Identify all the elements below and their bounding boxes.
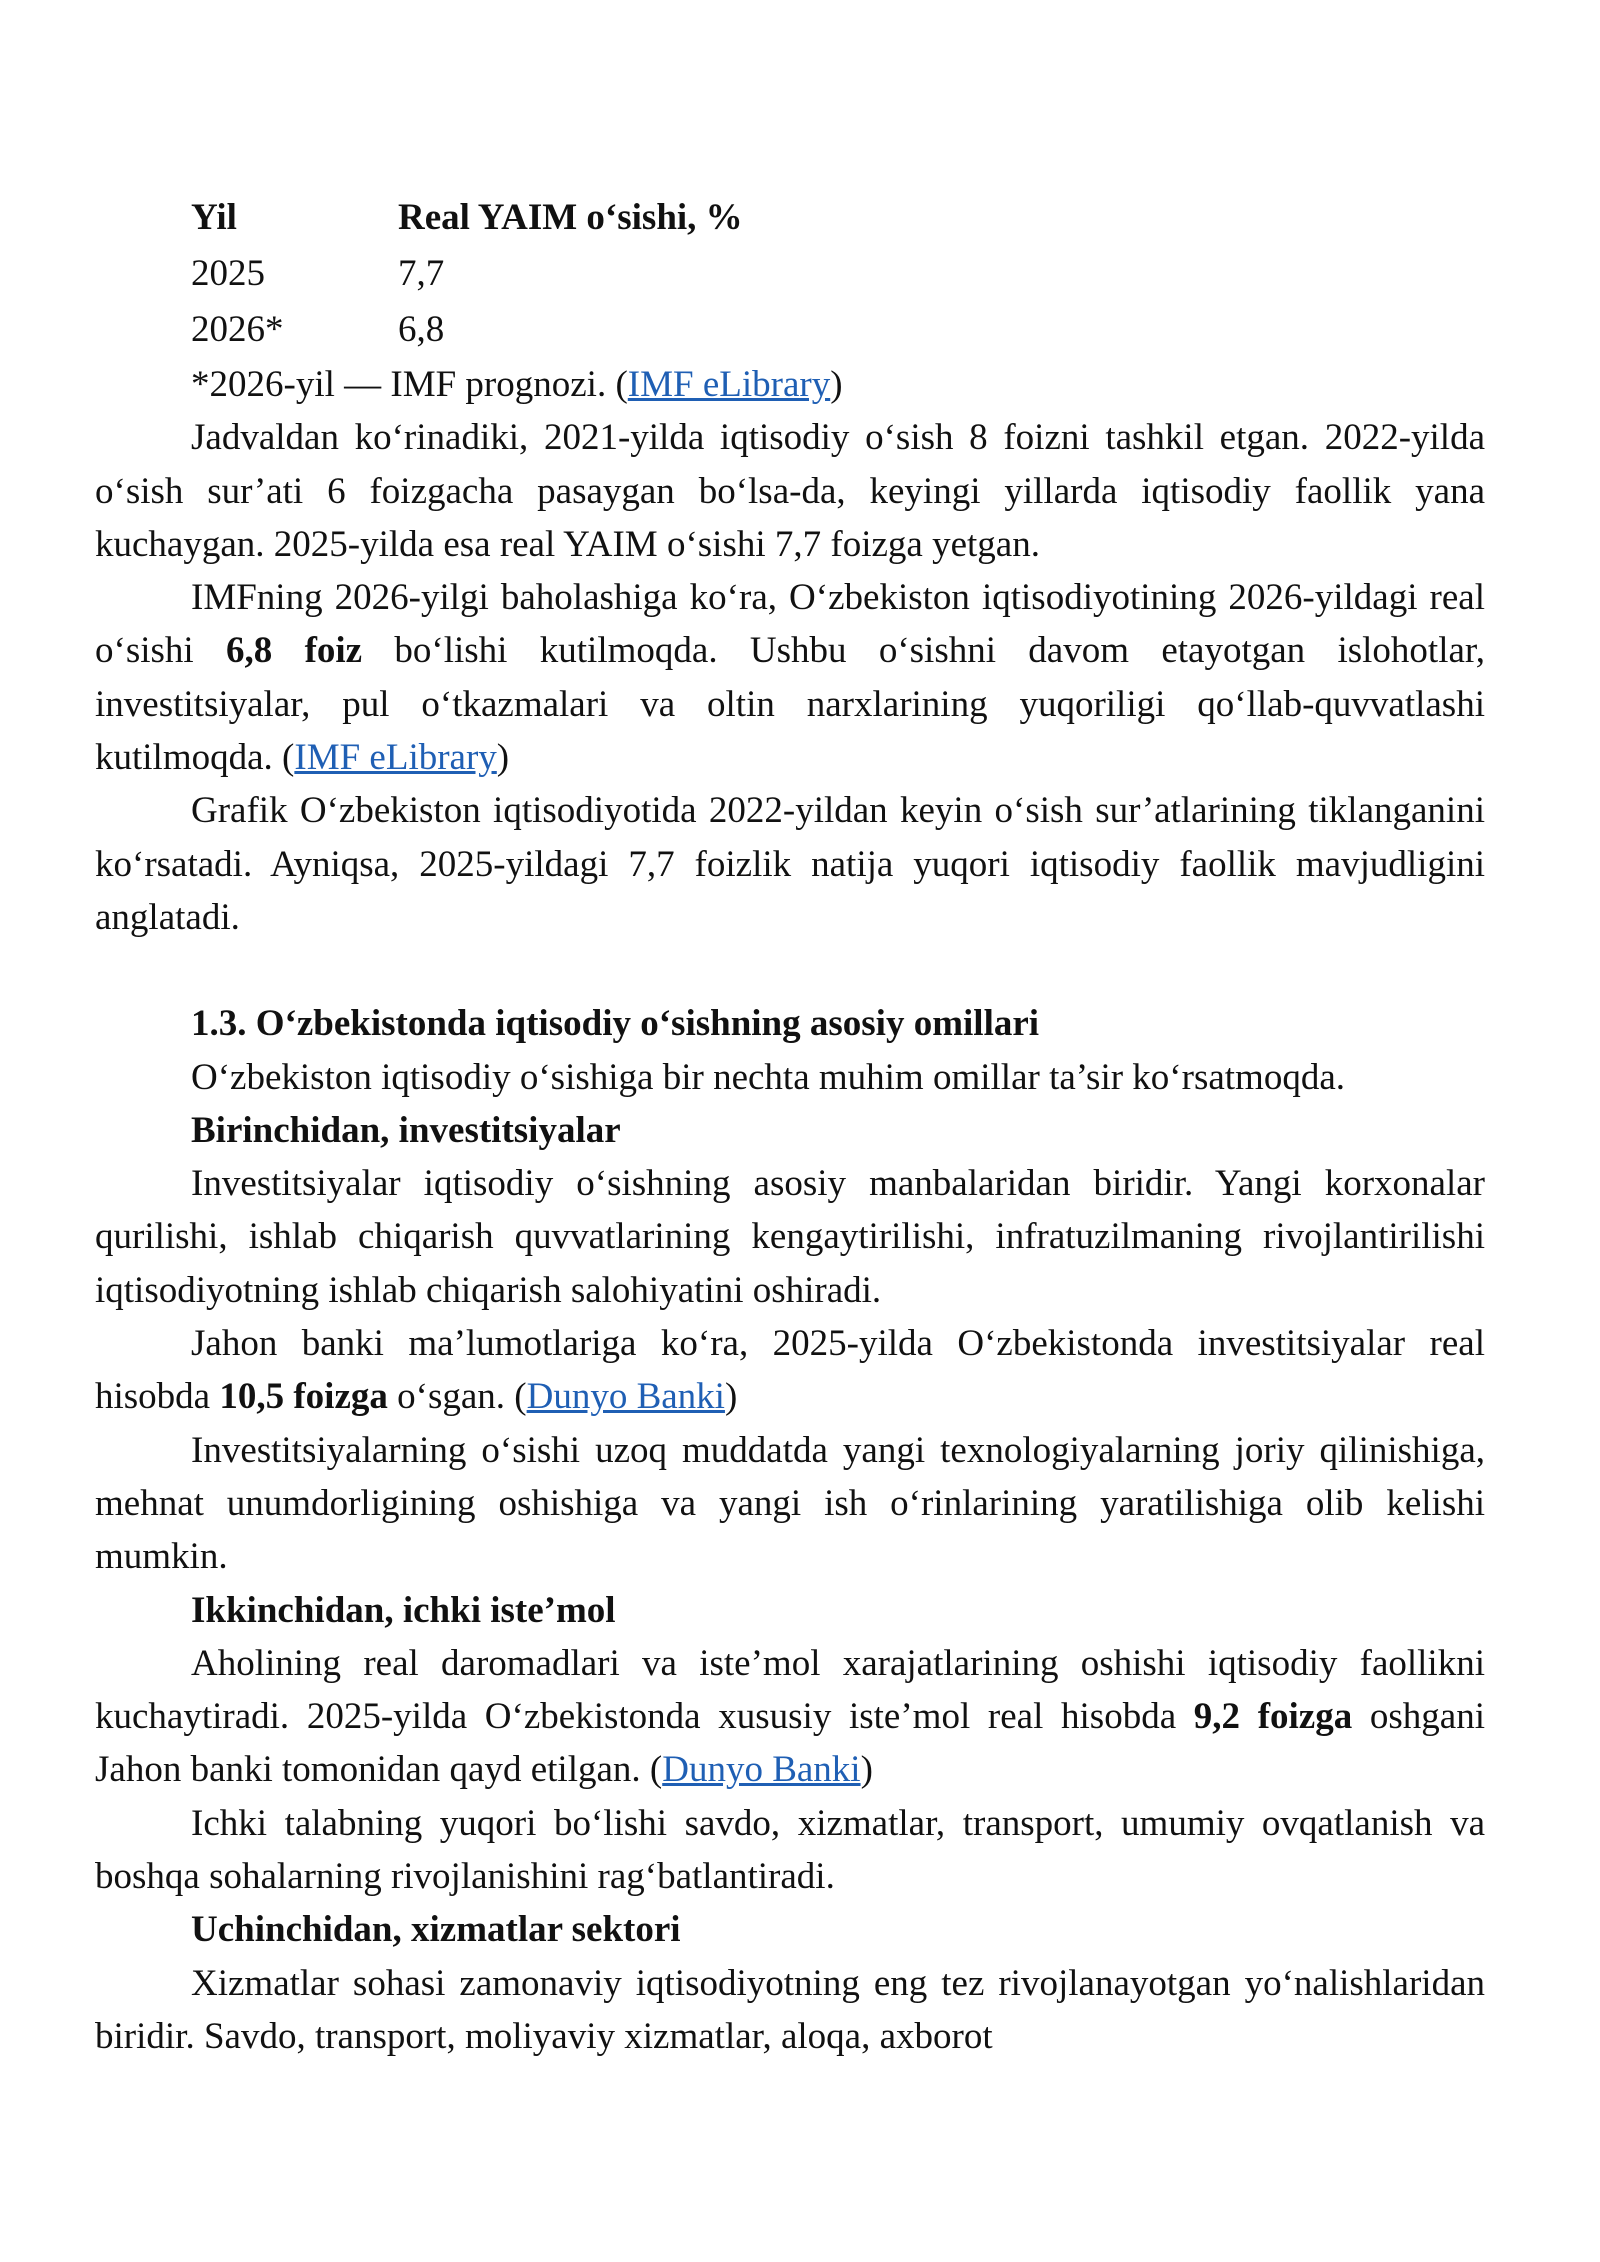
table-row xyxy=(95,302,1485,358)
paragraph-text: bo‘lishi kutilmoqda. Ushbu o‘sishni davom etayotgan islohotlar, investitsiyalar, pul o‘tkazmalari va oltin narxlarining yuqoriligi qo‘llab-quvvatlashi kutilmoqda. ( xyxy=(95,630,1485,779)
paragraph-imf-forecast xyxy=(95,571,1485,784)
paragraph-investment-effects: Investitsiyalarning o‘sishi uzoq muddatda yangi texnologiyalarning joriy qilinishiga, mehnat unumdorligining oshishiga va yangi ish o‘rinlarining yaratilishiga olib kelishi mumkin. xyxy=(95,1429,1485,1578)
paragraph-text: IMFning 2026-yilgi baholashiga ko‘ra, O‘zbekiston iqtisodiyotining 2026-yildagi real o‘sishi xyxy=(95,577,1485,672)
paragraph-text: ) xyxy=(860,1749,873,1791)
dunyo-banki-link[interactable]: Dunyo Banki xyxy=(526,1376,725,1418)
footnote-text: *2026-yil — IMF prognozi. ( xyxy=(191,364,628,405)
paragraph-table-summary: Jadvaldan ko‘rinadiki, 2021-yilda iqtisodiy o‘sish 8 foizni tashkil etgan. 2022-yilda o‘sish sur’ati 6 foizgacha pasaygan bo‘lsa-da, keyingi yillarda iqtisodiy faollik yana kuchaygan. 2025-yilda esa real YAIM o‘sishi 7,7 foizga yetgan. xyxy=(95,417,1485,565)
paragraph-text: Jahon banki ma’lumotlariga ko‘ra, 2025-yilda O‘zbekistonda investitsiyalar real hisobda xyxy=(95,1323,1485,1418)
investment-growth-value: 10,5 foizga xyxy=(219,1376,388,1418)
paragraph-investments: Investitsiyalar iqtisodiy o‘sishning asosiy manbalaridan biridir. Yangi korxonalar qurilishi, ishlab chiqarish quvvatlarining kengaytirilishi, infratuzilmaning rivojlantirilishi iqtisodiyotning ishlab chiqarish salohiyatini oshiradi. xyxy=(95,1163,1485,1311)
paragraph-graph-summary: Grafik O‘zbekiston iqtisodiyotida 2022-yildan keyin o‘sish sur’atlarining tiklanganini ko‘rsatadi. Ayniqsa, 2025-yildagi 7,7 foizlik natija yuqori iqtisodiy faollik mavjudligini anglatadi. xyxy=(95,790,1485,938)
imf-elibrary-link[interactable]: IMF eLibrary xyxy=(294,737,497,779)
dunyo-banki-link[interactable]: Dunyo Banki xyxy=(662,1749,861,1791)
paragraph-text: oshgani Jahon banki tomonidan qayd etilgan. ( xyxy=(95,1696,1485,1791)
table-cell-value: 7,7 xyxy=(398,253,445,294)
subsection-heading-investments: Birinchidan, investitsiyalar xyxy=(191,1109,621,1151)
table-cell-year: 2026* xyxy=(191,309,284,350)
consumption-growth-value: 9,2 foizga xyxy=(1193,1696,1353,1738)
section-intro: O‘zbekiston iqtisodiy o‘sishiga bir nechta muhim omillar ta’sir ko‘rsatmoqda. xyxy=(191,1056,1345,1098)
document-page xyxy=(95,190,1485,2063)
table-cell-year: 2025 xyxy=(191,253,265,294)
paragraph-text: Aholining real daromadlari va iste’mol xarajatlarining oshishi iqtisodiy faollikni kuchaytiradi. 2025-yilda O‘zbekistonda xususiy iste’mol real hisobda xyxy=(95,1642,1485,1738)
imf-elibrary-link[interactable]: IMF eLibrary xyxy=(627,364,831,405)
year-column-header: Yil xyxy=(191,197,237,238)
paragraph-text: o‘sgan. ( xyxy=(387,1376,527,1418)
section-title: 1.3. O‘zbekistonda iqtisodiy o‘sishning asosiy omillari xyxy=(191,1003,1040,1045)
subsection-heading-consumption: Ikkinchidan, ichki iste’mol xyxy=(191,1589,616,1631)
footnote-end: ) xyxy=(830,364,843,405)
table-row xyxy=(95,246,1485,302)
forecast-value: 6,8 foiz xyxy=(226,630,363,672)
paragraph-text: ) xyxy=(496,737,510,779)
growth-column-header: Real YAIM o‘sishi, % xyxy=(398,197,743,238)
table-footnote xyxy=(95,358,1485,411)
subsection-heading-services: Uchinchidan, xizmatlar sektori xyxy=(191,1909,681,1951)
growth-table-header xyxy=(95,190,1485,246)
paragraph-domestic-demand: Ichki talabning yuqori bo‘lishi savdo, xizmatlar, transport, umumiy ovqatlanish va boshqa sohalarning rivojlanishini rag‘batlantiradi. xyxy=(95,1802,1485,1898)
paragraph-services: Xizmatlar sohasi zamonaviy iqtisodiyotning eng tez rivojlanayotgan yo‘nalishlaridan biridir. Savdo, transport, moliyaviy xizmatlar, aloqa, axborot xyxy=(95,1962,1485,2057)
table-cell-value: 6,8 xyxy=(398,309,445,350)
paragraph-consumption xyxy=(95,1637,1485,1797)
paragraph-world-bank-investments xyxy=(95,1317,1485,1424)
paragraph-text: ) xyxy=(724,1376,738,1418)
